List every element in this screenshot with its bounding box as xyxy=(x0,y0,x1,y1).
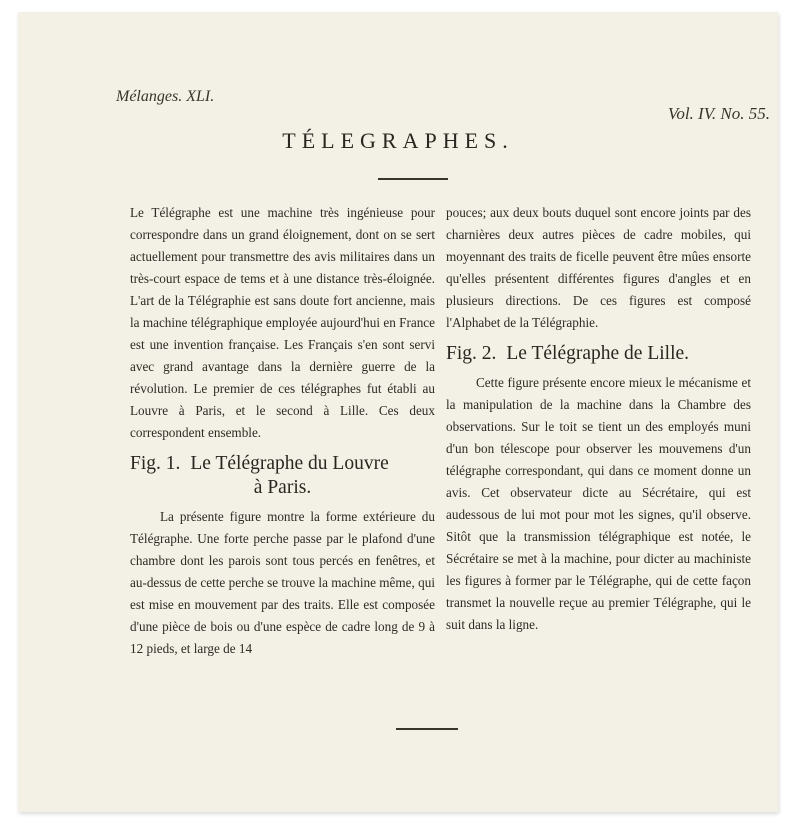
fig2-label: Fig. 2. xyxy=(446,343,497,364)
section-header: Mélanges. XLI. xyxy=(116,88,215,105)
left-column xyxy=(130,202,435,660)
fig2-heading xyxy=(446,342,751,366)
volume-number: Vol. IV. No. 55. xyxy=(667,104,770,123)
fig2-paragraph: Cette figure présente encore mieux le mécanisme et la manipulation de la machine dans la Chambre des observations. Sur le toit se tient un des employés muni d'un bon télescope pour observer les mouvemens d'un télégraphe correspondant, qui dans ce moment donne un avis. Cet observateur dicte au Sécrétaire, qui est audessous de lui mot pour mot les signes, qu'il observe. Sitôt que la transmission télégraphique est notée, le Sécrétaire se met à la machine, pour dicter au machiniste les figures à former par le Télégraphe, qui de cette façon transmet la nouvelle reçue au premier Télégraphe, qui le suit dans la ligne. xyxy=(446,375,751,632)
fig1-title-cont: à Paris. xyxy=(253,477,312,498)
page-title: TÉLEGRAPHES. xyxy=(282,128,514,153)
continuation-paragraph: pouces; aux deux bouts duquel sont encore joints par des charnières deux autres pièces de cadre mobiles, qui moyennant des traits de ficelle peuvent être mûes ensorte qu'elles présentent différentes figures d'angles et en plusieurs directions. De ces figures est composé l'Alphabet de la Télégraphie. xyxy=(446,205,751,330)
fig1-paragraph: La présente figure montre la forme extérieure du Télégraphe. Une forte perche passe par le plafond d'une chambre dont les parois sont tous percés en fenêtres, et au-dessus de cette perche se trouve la machine même, qui est mise en mouvement par des traits. Elle est composée d'une pièce de bois ou d'une espèce de cadre long de 9 à 12 pieds, et large de 14 xyxy=(130,509,435,656)
intro-paragraph: Le Télégraphe est une machine très ingénieuse pour correspondre dans un grand éloignement, dont on se sert actuellement pour transmettre des avis militaires dans un très-court espace de tems et à une distance très-éloignée. L'art de la Télégraphie est sans doute fort ancienne, mais la machine télégraphique employée aujourd'hui en France est une invention française. Les Français s'en sont servi avec grand avantage dans la dernière guerre de la révolution. Le premier de ces télégraphes fut établi au Louvre à Paris, et le second à Lille. Ces deux correspondent ensemble. xyxy=(130,205,435,440)
paper-sheet xyxy=(18,12,778,812)
title-rule xyxy=(378,178,448,180)
bottom-rule xyxy=(396,728,458,730)
fig1-heading xyxy=(130,452,435,500)
page-content xyxy=(18,12,778,812)
fig2-title: Le Télégraphe de Lille. xyxy=(506,343,690,364)
right-column xyxy=(446,202,751,636)
fig1-title: Le Télégraphe du Louvre xyxy=(190,453,389,474)
fig1-label: Fig. 1. xyxy=(130,453,181,474)
